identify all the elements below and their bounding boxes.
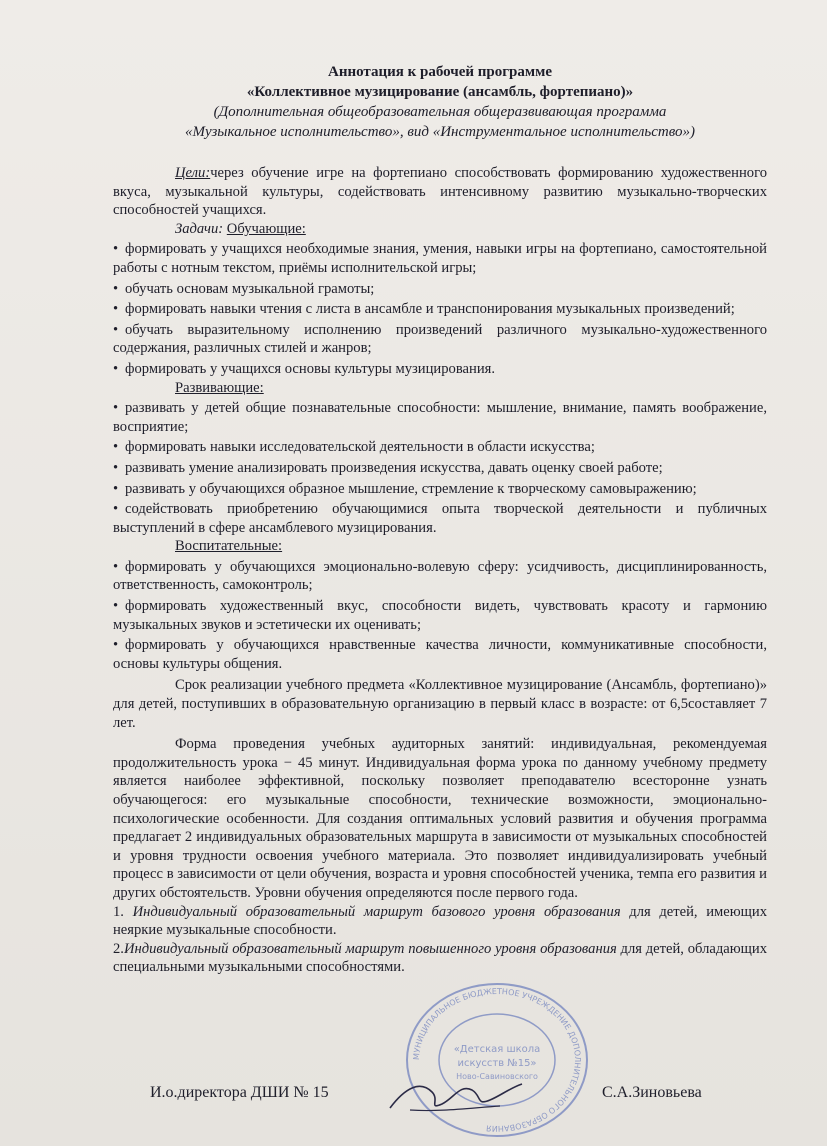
- list-item: • формировать у учащихся основы культуры музицирования.: [113, 360, 495, 377]
- list-item: • формировать у учащихся необходимые знания, умения, навыки игры на фортепиано, самостоятельной работы с нотным текстом, приёмы исполнительской игры;: [113, 241, 767, 276]
- tasks-heading: [113, 220, 767, 239]
- teaching-list: [113, 240, 767, 378]
- list-item: • формировать у обучающихся нравственные качества личности, коммуникативные способности, основы культуры общения.: [113, 637, 767, 672]
- list-item: • формировать навыки исследовательской деятельности в области искусства;: [113, 439, 595, 456]
- list-item: • формировать навыки чтения с листа в ансамбле и транспонирования музыкальных произведений;: [113, 301, 735, 318]
- route-item-1: 1. Индивидуальный образовательный маршрут базового уровня образования для детей, имеющих неяркие музыкальные способности.: [113, 903, 768, 939]
- goals-text: через обучение игре на фортепиано способствовать формированию художественного вкуса, музыкальной культуры, содействовать интенсивному развитию музыкально-творческих способностей учащихся.: [113, 165, 767, 219]
- list-item: • развивать у обучающихся образное мышление, стремление к творческому самовыражению;: [113, 480, 697, 497]
- document-body: [113, 62, 767, 977]
- list-item: • развивать умение анализировать произведения искусства, давать оценку своей работе;: [113, 459, 663, 476]
- doc-subtitle-line2: «Музыкальное исполнительство», вид «Инструментальное исполнительство»): [184, 124, 696, 140]
- list-item: • формировать художественный вкус, способности видеть, чувствовать красоту и гармонию музыкальных звуков и эстетически их оценивать;: [113, 598, 767, 633]
- stamp-line2: искусств №15»: [457, 1058, 537, 1069]
- stamp-line3: Ново-Савиновского: [456, 1072, 538, 1081]
- form-paragraph: Форма проведения учебных аудиторных занятий: индивидуальная, рекомендуемая продолжительность урока − 45 минут. Индивидуальная форма урока по данному учебному предмету является наиболее эффективной, поскольку позволяет преподавателю всесторонне узнать обучающегося: его музыкальные способности, технические возможности, эмоционально-психологические особенности. Для создания оптимальных условий развития и обучения программа предлагает 2 индивидуальных образовательных маршрута в зависимости от музыкальных способностей и уровня трудности освоения учебного материала. Это позволяет индивидуализировать учебный процесс в зависимости от цели обучения, возраста и уровня способностей ученика, темпа его развития и других обстоятельств. Уровни обучения определяются после первого года.: [113, 736, 767, 901]
- doc-title-line1: Аннотация к рабочей программе: [327, 64, 552, 80]
- developing-list: [113, 399, 767, 537]
- list-item: • обучать основам музыкальной грамоты;: [113, 280, 375, 297]
- term-paragraph: Срок реализации учебного предмета «Коллективное музицирование (Ансамбль, фортепиано)» для детей, поступивших в образовательную организацию в первый класс в возрасте: от 6,5составляет 7 лет.: [113, 677, 767, 731]
- goals-paragraph: [113, 164, 767, 220]
- list-item: • обучать выразительному исполнению произведений различного музыкально-художественного содержания, различных стилей и жанров;: [113, 321, 767, 357]
- list-item: • развивать у детей общие познавательные способности: мышление, внимание, память воображение, восприятие;: [113, 400, 767, 435]
- goals-label: Цели:: [175, 165, 211, 181]
- list-item: • содействовать приобретению обучающимися опыта творческой деятельности и публичных выступлений в сфере ансамблевого музицирования.: [113, 501, 767, 536]
- upbringing-label: Воспитательные:: [175, 538, 283, 555]
- route-item-2: 2.Индивидуальный образовательный маршрут повышенного уровня образования для детей, обладающих специальными музыкальными способностями.: [113, 940, 767, 976]
- stamp-line1: «Детская школа: [453, 1044, 541, 1055]
- stamp-ring-text: МУНИЦИПАЛЬНОЕ БЮДЖЕТНОЕ УЧРЕЖДЕНИЕ ДОПОЛНИТЕЛЬНОГО ОБРАЗОВАНИЯ: [411, 986, 583, 1134]
- director-name: С.А.Зиновьева: [602, 1084, 702, 1101]
- doc-subtitle-line1: (Дополнительная общеобразовательная общеразвивающая программа: [213, 104, 667, 120]
- upbringing-list: [113, 558, 767, 674]
- list-item: • формировать у обучающихся эмоционально-волевую сферу: усидчивость, дисциплинированность, ответственность, самоконтроль;: [113, 558, 767, 594]
- director-position: И.о.директора ДШИ № 15: [150, 1084, 329, 1101]
- developing-label: Развивающие:: [175, 379, 264, 396]
- handwritten-signature: [380, 1070, 530, 1120]
- teaching-label: Обучающие:: [226, 220, 306, 237]
- tasks-label: Задачи:: [175, 220, 224, 237]
- doc-title-line2: «Коллективное музицирование (ансамбль, фортепиано)»: [246, 84, 634, 100]
